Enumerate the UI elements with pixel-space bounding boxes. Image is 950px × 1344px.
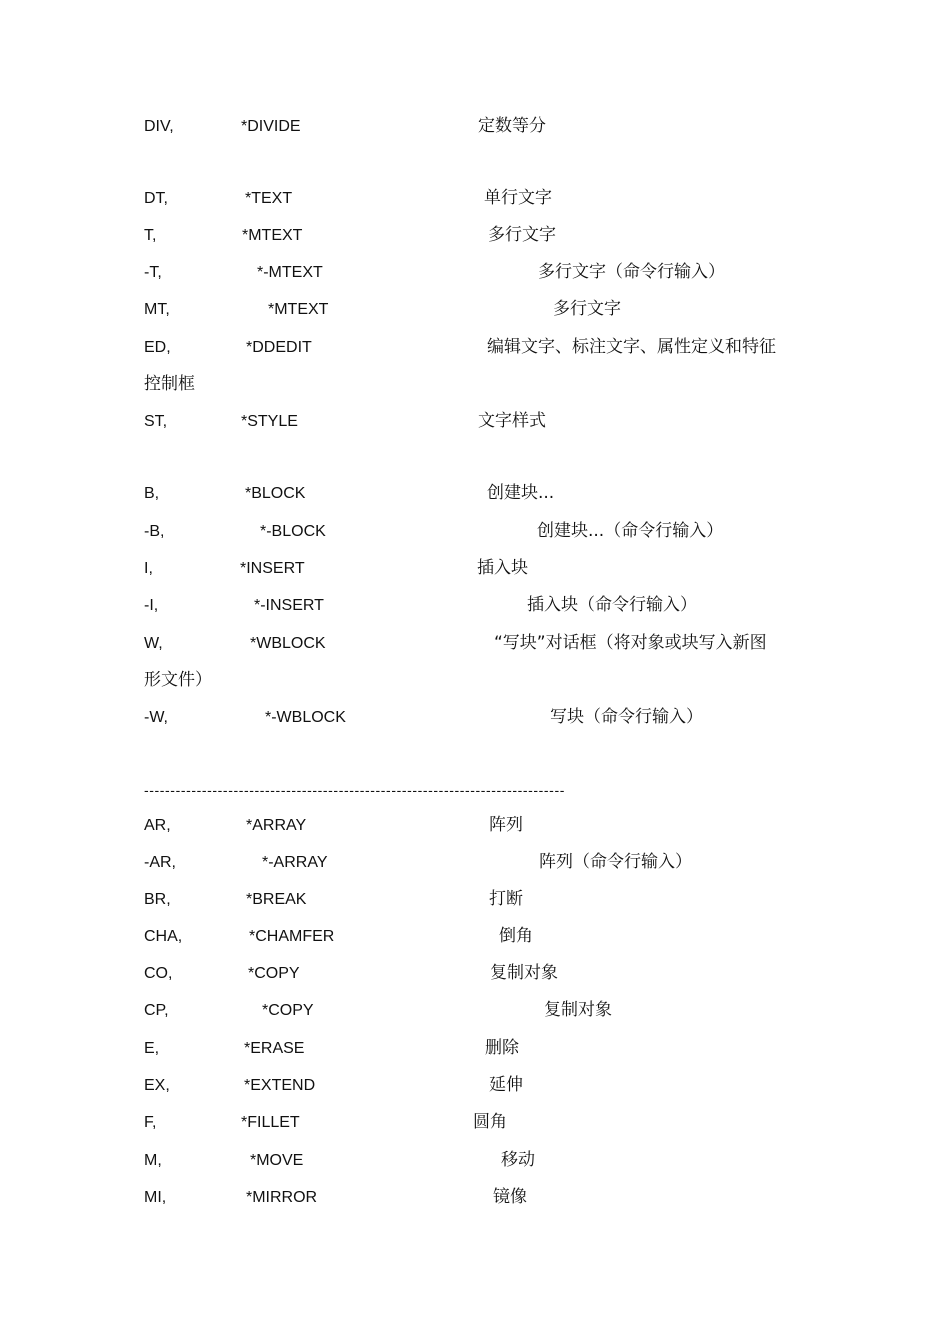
description-text: 倒角 xyxy=(499,926,533,946)
description-text: 镜像 xyxy=(493,1187,527,1207)
alias-text: ST, xyxy=(144,413,168,430)
command-text: *-INSERT xyxy=(254,597,324,614)
command-text: *CHAMFER xyxy=(249,928,335,945)
description-text: 多行文字 xyxy=(488,225,556,245)
command-text: *COPY xyxy=(262,1002,314,1019)
alias-text: -I, xyxy=(144,597,159,614)
description-continuation: 形文件） xyxy=(144,670,212,690)
description-text: 单行文字 xyxy=(484,188,552,208)
alias-text: CHA, xyxy=(144,928,183,945)
description-text: 移动 xyxy=(501,1150,535,1170)
command-text: *MIRROR xyxy=(246,1189,318,1206)
description-text: 多行文字（命令行输入） xyxy=(538,262,725,282)
description-text: 复制对象 xyxy=(544,1000,612,1020)
alias-text: AR, xyxy=(144,817,171,834)
command-text: *-WBLOCK xyxy=(265,709,346,726)
alias-text: EX, xyxy=(144,1077,170,1094)
description-text: 创建块...（命令行输入） xyxy=(537,521,724,541)
command-text: *STYLE xyxy=(241,413,298,430)
command-text: *DIVIDE xyxy=(241,118,301,135)
description-text: 延伸 xyxy=(489,1075,523,1095)
description-text: 写块（命令行输入） xyxy=(550,707,703,727)
description-text: 圆角 xyxy=(473,1112,507,1132)
alias-text: DT, xyxy=(144,190,168,207)
alias-text: W, xyxy=(144,635,163,652)
description-text: 复制对象 xyxy=(490,963,558,983)
alias-text: I, xyxy=(144,560,153,577)
alias-text: T, xyxy=(144,227,157,244)
command-text: *ERASE xyxy=(244,1040,305,1057)
alias-text: ED, xyxy=(144,339,171,356)
command-text: *EXTEND xyxy=(244,1077,316,1094)
command-text: *WBLOCK xyxy=(250,635,326,652)
alias-text: CO, xyxy=(144,965,173,982)
description-text: 打断 xyxy=(489,889,523,909)
alias-text: -W, xyxy=(144,709,168,726)
alias-text: -T, xyxy=(144,264,162,281)
command-text: *MOVE xyxy=(250,1152,304,1169)
description-text: 创建块... xyxy=(487,483,555,503)
description-text: 插入块 xyxy=(477,558,528,578)
command-text: *MTEXT xyxy=(268,301,329,318)
alias-text: -B, xyxy=(144,523,165,540)
description-text: 阵列 xyxy=(489,815,523,835)
command-text: *DDEDIT xyxy=(246,339,312,356)
alias-text: F, xyxy=(144,1114,157,1131)
command-text: *COPY xyxy=(248,965,300,982)
command-text: *BLOCK xyxy=(245,485,306,502)
command-text: *INSERT xyxy=(240,560,305,577)
command-text: *ARRAY xyxy=(246,817,307,834)
command-text: *MTEXT xyxy=(242,227,303,244)
alias-text: DIV, xyxy=(144,118,174,135)
command-text: *BREAK xyxy=(246,891,307,908)
description-text: 编辑文字、标注文字、属性定义和特征 xyxy=(487,337,776,357)
alias-text: MI, xyxy=(144,1189,167,1206)
command-text: *TEXT xyxy=(245,190,293,207)
command-text: *-MTEXT xyxy=(257,264,323,281)
alias-text: MT, xyxy=(144,301,170,318)
description-continuation: 控制框 xyxy=(144,374,195,394)
description-text: 多行文字 xyxy=(553,299,621,319)
alias-text: CP, xyxy=(144,1002,169,1019)
command-text: *FILLET xyxy=(241,1114,300,1131)
separator-line: -------------------------------------------------------------------------------- xyxy=(144,782,565,798)
alias-text: M, xyxy=(144,1152,162,1169)
alias-text: -AR, xyxy=(144,854,176,871)
alias-text: BR, xyxy=(144,891,171,908)
alias-text: B, xyxy=(144,485,160,502)
alias-text: E, xyxy=(144,1040,160,1057)
description-text: 阵列（命令行输入） xyxy=(539,852,692,872)
description-text: 定数等分 xyxy=(478,116,546,136)
command-text: *-ARRAY xyxy=(262,854,328,871)
description-text: 删除 xyxy=(485,1038,519,1058)
description-text: 插入块（命令行输入） xyxy=(527,595,697,615)
description-text: 文字样式 xyxy=(478,411,546,431)
description-text: “写块”对话框（将对象或块写入新图 xyxy=(494,633,767,653)
command-text: *-BLOCK xyxy=(260,523,326,540)
